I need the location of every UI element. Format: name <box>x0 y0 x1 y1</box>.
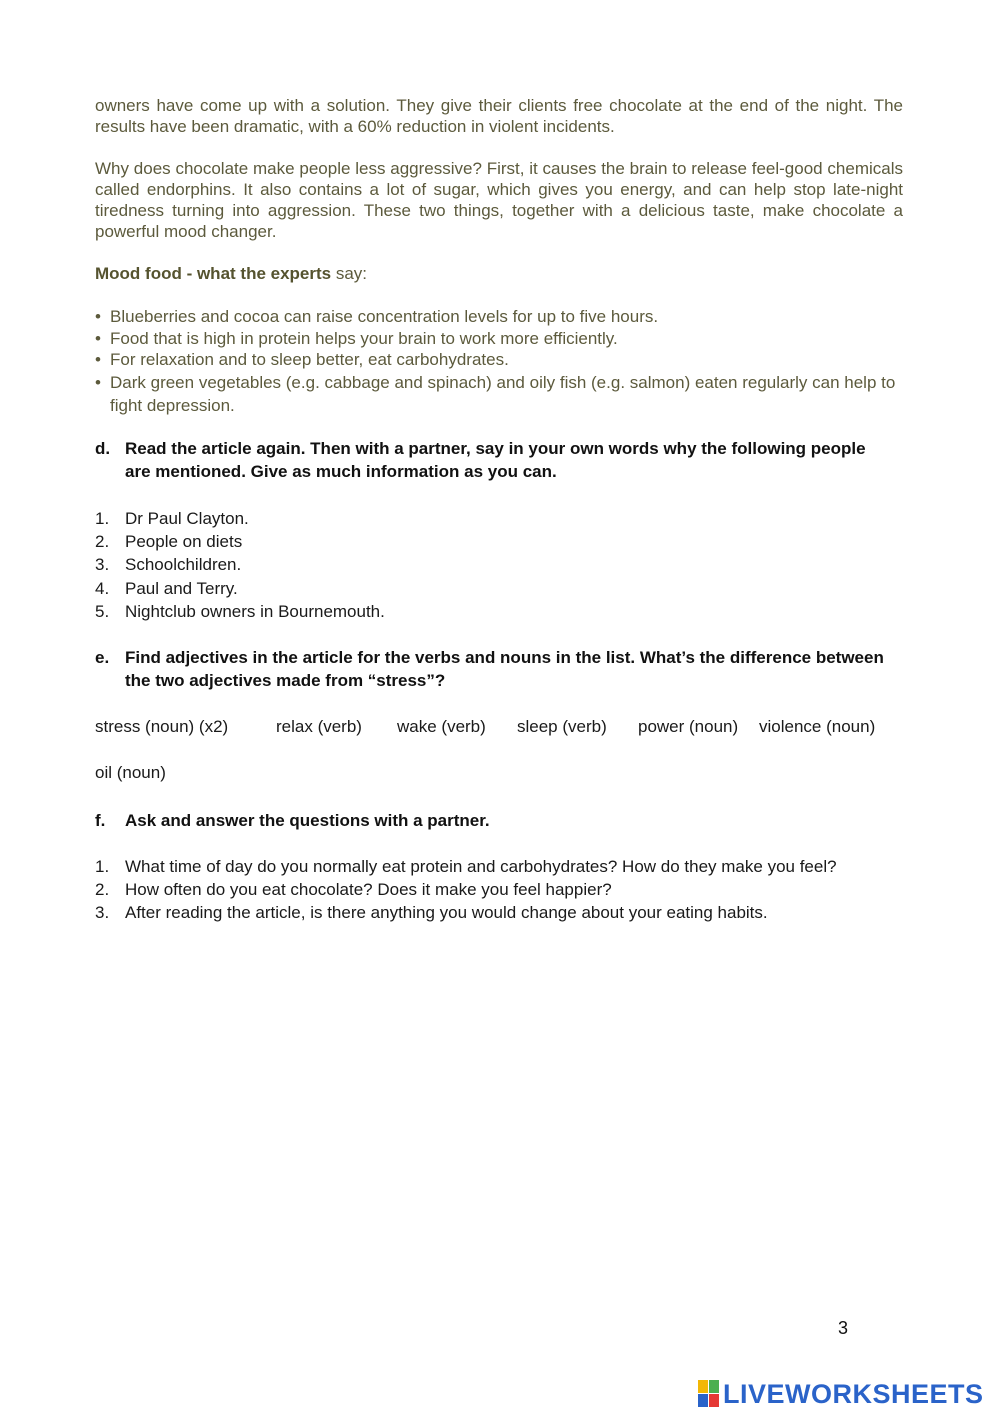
task-d-letter: d. <box>95 439 111 458</box>
task-f-list <box>95 855 885 925</box>
experts-heading-bold: Mood food - what the experts <box>95 264 332 283</box>
word-sleep: sleep (verb) <box>517 717 607 736</box>
list-item: • Dark green vegetables (e.g. cabbage and spinach) and oily fish (e.g. salmon) eaten regularly can help to fight depression. <box>95 372 896 415</box>
word-oil: oil (noun) <box>95 763 166 782</box>
word-power: power (noun) <box>638 717 739 736</box>
task-f-letter: f. <box>95 811 106 830</box>
bullet-icon: • <box>95 328 101 348</box>
list-item: 1. What time of day do you normally eat protein and carbohydrates? How do they make you feel? <box>95 857 837 876</box>
liveworksheets-logo-icon <box>698 1380 720 1408</box>
task-e-instruction <box>95 646 885 692</box>
list-item: 2. How often do you eat chocolate? Does it make you feel happier? <box>95 880 612 900</box>
liveworksheets-logo[interactable] <box>698 1377 984 1411</box>
article-paragraph-2: Why does chocolate make people less aggressive? First, it causes the brain to release feel-good chemicals called endorphins. It also contains a lot of sugar, which gives you energy, and can help stop late-night tiredness turning into aggression. These two things, together with a delicious taste, make chocolate a powerful mood changer. <box>95 159 903 241</box>
list-item: 3. After reading the article, is there anything you would change about your eating habits. <box>95 903 768 923</box>
list-item: 4. Paul and Terry. <box>95 578 238 598</box>
bullet-icon: • <box>95 372 101 392</box>
task-e-letter: e. <box>95 648 110 667</box>
experts-bullet-list <box>95 306 903 417</box>
page-number: 3 <box>838 1318 849 1338</box>
list-item: • Food that is high in protein helps your brain to work more efficiently. <box>95 328 618 348</box>
list-item: • For relaxation and to sleep better, eat carbohydrates. <box>95 350 509 369</box>
task-f-text: Ask and answer the questions with a partner. <box>125 811 490 830</box>
task-d-instruction <box>95 437 885 483</box>
list-item: 1. Dr Paul Clayton. <box>95 509 249 528</box>
word-wake: wake (verb) <box>397 717 486 736</box>
word-relax: relax (verb) <box>276 717 362 736</box>
experts-heading <box>95 263 367 284</box>
task-f-instruction <box>95 809 885 832</box>
task-d-text: Read the article again. Then with a partner, say in your own words why the following people are mentioned. Give as much information as you can. <box>125 439 866 481</box>
list-item: 3. Schoolchildren. <box>95 555 242 575</box>
list-item: 2. People on diets <box>95 532 243 552</box>
word-stress: stress (noun) (x2) <box>95 717 229 736</box>
list-item: • Blueberries and cocoa can raise concentration levels for up to five hours. <box>95 307 659 326</box>
task-e-text: Find adjectives in the article for the verbs and nouns in the list. What’s the difference between the two adjectives made from “stress”? <box>125 648 884 690</box>
bullet-icon: • <box>95 350 101 369</box>
experts-heading-rest: say: <box>331 264 368 283</box>
article-paragraph-1: owners have come up with a solution. They give their clients free chocolate at the end of the night. The results have been dramatic, with a 60% reduction in violent incidents. <box>95 96 903 136</box>
task-d-list <box>95 507 885 623</box>
liveworksheets-logo-text: LIVEWORKSHEETS <box>723 1378 984 1409</box>
list-item: 5. Nightclub owners in Bournemouth. <box>95 601 385 621</box>
word-violence: violence (noun) <box>759 717 876 736</box>
bullet-icon: • <box>95 307 101 326</box>
